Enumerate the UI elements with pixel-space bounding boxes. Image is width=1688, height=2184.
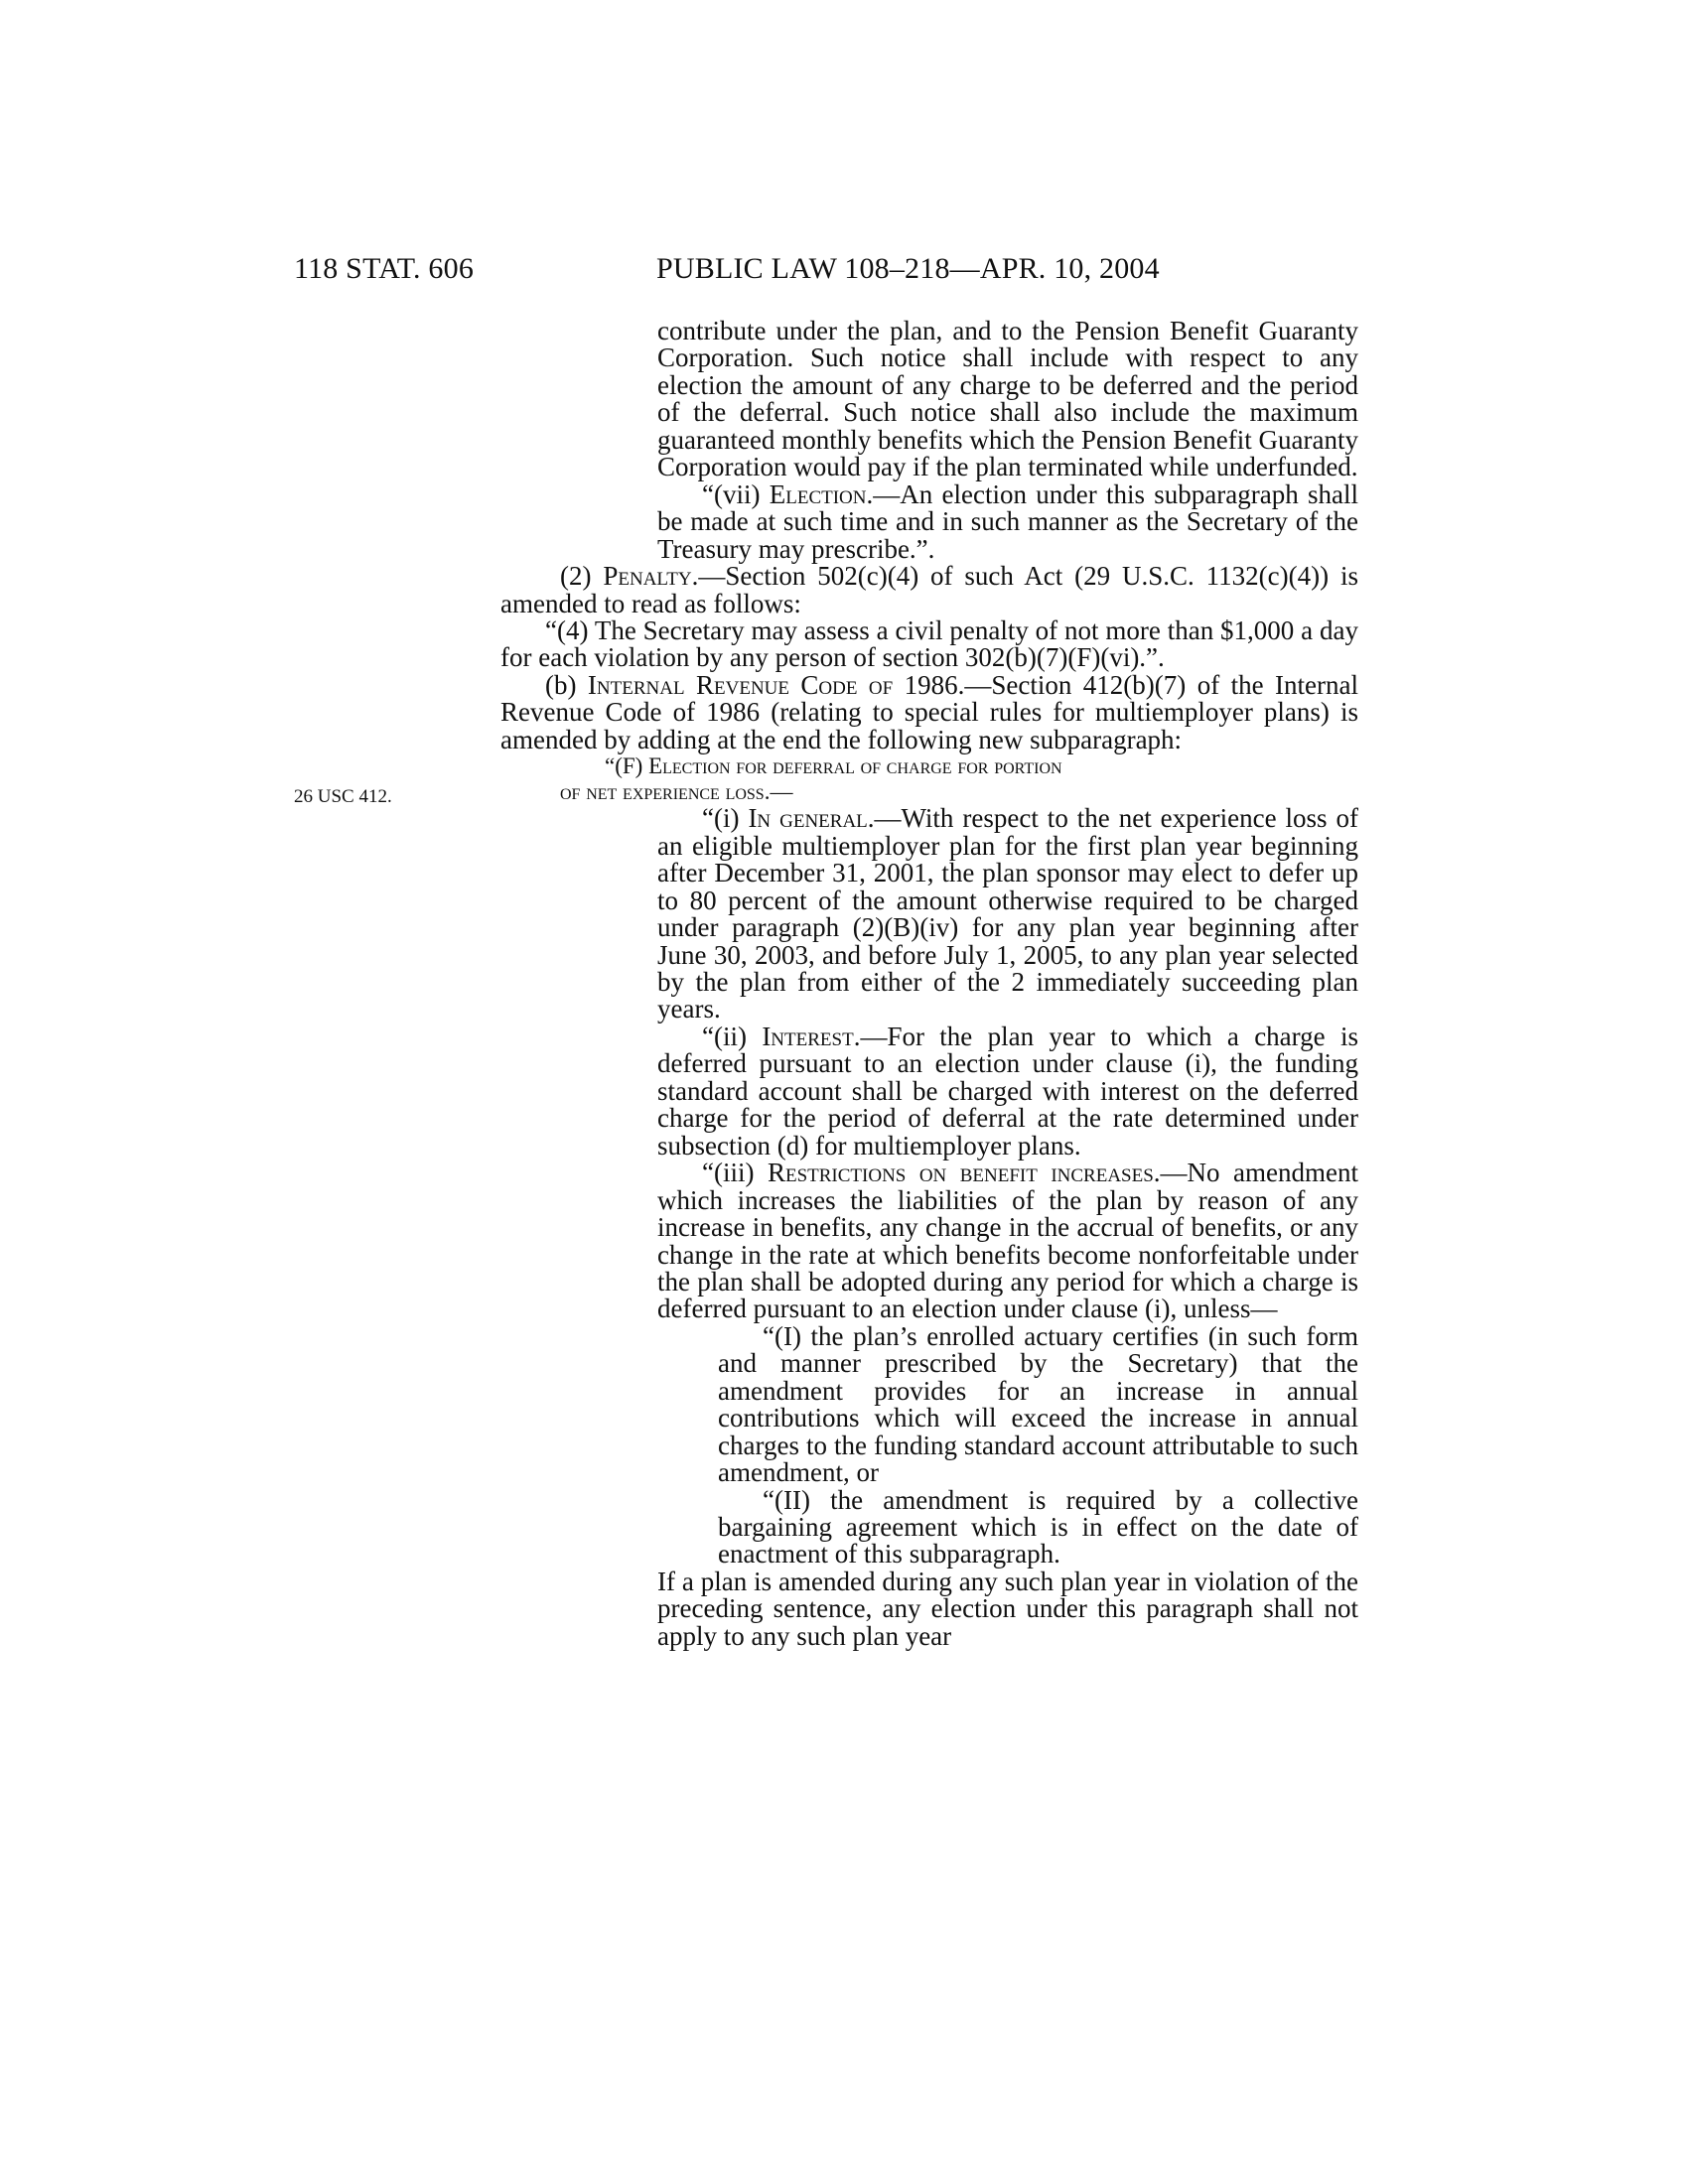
- clause-heading: Interest.: [762, 1021, 861, 1051]
- paragraph-notice-continuation: contribute under the plan, and to the Pension Benefit Guaranty Corporation. Such notice shall include with respect to any election the amount of any charge to be deferred and the period of the deferral. Such notice shall also include the maximum guaranteed monthly benefits which the Pension Benefit Guaranty Corporation would pay if the plan terminated while underfunded.: [657, 316, 1358, 482]
- clause-text: —An election under this subparagraph shall be made at such time and in such manner as the Secretary of the Treasury may prescribe.”.: [657, 478, 1358, 564]
- clause-text: —Section 502(c)(4) of such Act (29 U.S.C. 1132(c)(4)) is amended to read as follows:: [500, 561, 1358, 618]
- paragraph-subclause-i: “(I) the plan’s enrolled actuary certifies (in such form and manner prescribed by the Secretary) that the amendment provides for an increase in annual contributions which will exceed the increase in annual charges to the funding standard account attributable to such amendment, or: [718, 1320, 1358, 1488]
- heading-line-2: of net experience loss.—: [560, 779, 793, 805]
- paragraph-election: [657, 478, 1358, 564]
- paragraph-civil-penalty: “(4) The Secretary may assess a civil penalty of not more than $1,000 a day for each violation by any person of section 302(b)(7)(F)(vi).”.: [500, 614, 1358, 673]
- clause-text: —For the plan year to which a charge is deferred pursuant to an election under clause (i), the funding standard account shall be charged with interest on the deferred charge for the period of deferral at the rate determined under subsection (d) for multiemployer plans.: [657, 1021, 1358, 1160]
- clause-text: —No amendment which increases the liabilities of the plan by reason of any increase in benefits, any change in the accrual of benefits, or any change in the rate at which benefits become nonforfeitable under the plan shall be adopted during any period for which a charge is deferred pursuant to an election under clause (i), unless—: [657, 1158, 1358, 1324]
- subparagraph-f-heading: [560, 753, 1358, 805]
- clause-number: “(ii): [702, 1021, 763, 1051]
- clause-heading: Election.: [769, 478, 874, 509]
- paragraph-restrictions: [657, 1160, 1358, 1323]
- stat-page-number: 118 STAT. 606: [294, 252, 475, 285]
- margin-note: 26 USC 412.: [294, 786, 392, 807]
- clause-text: —With respect to the net experience loss of an eligible multiemployer plan for the first plan year beginning after December 31, 2001, the plan sponsor may elect to defer up to 80 percent of the amount otherwise required to be charged under paragraph (2)(B)(iv) for any plan year beginning after June 30, 2003, and before July 1, 2005, to any plan year selected by the plan from either of the 2 immediately succeeding plan years.: [657, 803, 1359, 1024]
- heading-line-1: “(F) Election for deferral of charge for portion: [605, 753, 1062, 779]
- running-header: PUBLIC LAW 108–218—APR. 10, 2004: [656, 252, 1160, 285]
- clause-number: “(vii): [702, 478, 770, 509]
- clause-heading: In general.: [748, 803, 875, 834]
- clause-number: (2): [560, 561, 604, 592]
- clause-heading: Internal Revenue Code of: [587, 669, 894, 700]
- clause-text: 1986.—Section 412(b)(7) of the Internal Revenue Code of 1986 (relating to special rules for multiemployer plans) is amended by adding at the end the following new subparagraph:: [500, 669, 1358, 754]
- paragraph-violation: If a plan is amended during any such plan year in violation of the preceding sentence, any election under this paragraph shall not apply to any such plan year: [657, 1566, 1358, 1651]
- paragraph-internal-revenue-code: [500, 669, 1358, 754]
- paragraph-interest: [657, 1021, 1358, 1160]
- paragraph-in-general: [657, 805, 1358, 1024]
- clause-heading: Restrictions on benefit increases.: [767, 1158, 1161, 1188]
- clause-number: (b): [545, 669, 588, 700]
- clause-number: “(iii): [702, 1158, 768, 1188]
- paragraph-penalty: [500, 563, 1358, 617]
- document-body: [0, 318, 1688, 1650]
- paragraph-subclause-ii: “(II) the amendment is required by a collective bargaining agreement which is in effect on the date of enactment of this subparagraph.: [718, 1484, 1358, 1570]
- clause-number: “(i): [702, 803, 749, 834]
- clause-heading: Penalty.: [603, 561, 699, 592]
